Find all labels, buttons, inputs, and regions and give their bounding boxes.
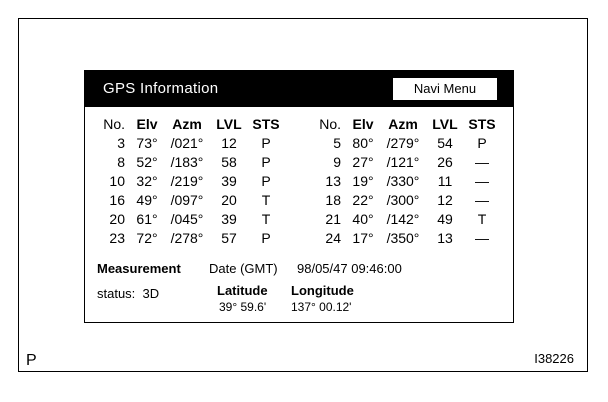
cell-sts: — xyxy=(475,230,489,246)
cell-no: 16 xyxy=(109,192,125,208)
status-label: status: xyxy=(97,286,136,301)
cell-sts: T xyxy=(261,192,271,208)
header-lvl: LVL xyxy=(432,116,458,132)
table-row xyxy=(307,172,499,191)
cell-lvl: 39 xyxy=(221,211,237,227)
cell-azm: /121° xyxy=(386,154,420,170)
screen-title: GPS Information xyxy=(103,80,219,97)
cell-sts: T xyxy=(477,211,487,227)
cell-lvl: 13 xyxy=(437,230,453,246)
cell-lvl: 49 xyxy=(437,211,453,227)
cell-azm: /330° xyxy=(386,173,420,189)
header-azm: Azm xyxy=(172,116,202,132)
gps-information-screen xyxy=(84,70,514,323)
cell-lvl: 20 xyxy=(221,192,237,208)
header-elv: Elv xyxy=(352,116,374,132)
title-bar xyxy=(85,71,513,107)
cell-lvl: 54 xyxy=(437,135,453,151)
header-lvl: LVL xyxy=(216,116,242,132)
cell-elv: 22° xyxy=(352,192,374,208)
cell-azm: /300° xyxy=(386,192,420,208)
cell-azm: /142° xyxy=(386,211,420,227)
cell-lvl: 26 xyxy=(437,154,453,170)
cell-elv: 72° xyxy=(136,230,158,246)
longitude-value: 137° 00.12' xyxy=(291,300,352,314)
latitude-label: Latitude xyxy=(217,283,268,298)
cell-no: 21 xyxy=(325,211,341,227)
cell-sts: — xyxy=(475,173,489,189)
table-row xyxy=(91,191,283,210)
status-line xyxy=(97,286,159,301)
cell-elv: 52° xyxy=(136,154,158,170)
cell-no: 9 xyxy=(333,154,341,170)
cell-azm: /219° xyxy=(170,173,204,189)
satellite-table-right xyxy=(307,115,499,248)
table-row xyxy=(91,210,283,229)
cell-lvl: 58 xyxy=(221,154,237,170)
table-row xyxy=(307,191,499,210)
table-header-row xyxy=(307,115,499,134)
cell-lvl: 39 xyxy=(221,173,237,189)
cell-sts: — xyxy=(475,192,489,208)
cell-azm: /097° xyxy=(170,192,204,208)
cell-sts: P xyxy=(477,135,487,151)
cell-lvl: 12 xyxy=(437,192,453,208)
cell-elv: 80° xyxy=(352,135,374,151)
table-row xyxy=(91,153,283,172)
longitude-label: Longitude xyxy=(291,283,354,298)
cell-elv: 27° xyxy=(352,154,374,170)
header-no: No. xyxy=(319,116,341,132)
table-row xyxy=(91,172,283,191)
cell-lvl: 57 xyxy=(221,230,237,246)
cell-lvl: 11 xyxy=(437,173,453,189)
satellite-rows-right xyxy=(307,134,499,248)
table-header-row xyxy=(91,115,283,134)
cell-azm: /021° xyxy=(170,135,204,151)
measurement-label: Measurement xyxy=(97,261,181,276)
header-no: No. xyxy=(103,116,125,132)
cell-no: 18 xyxy=(325,192,341,208)
table-row xyxy=(91,229,283,248)
header-azm: Azm xyxy=(388,116,418,132)
cell-azm: /278° xyxy=(170,230,204,246)
cell-no: 5 xyxy=(333,135,341,151)
cell-sts: P xyxy=(261,230,271,246)
cell-no: 8 xyxy=(117,154,125,170)
cell-elv: 40° xyxy=(352,211,374,227)
cell-elv: 17° xyxy=(352,230,374,246)
header-sts: STS xyxy=(468,116,496,132)
corner-letter: P xyxy=(26,352,37,369)
cell-sts: P xyxy=(261,135,271,151)
status-value: 3D xyxy=(142,286,160,301)
cell-azm: /279° xyxy=(386,135,420,151)
cell-elv: 61° xyxy=(136,211,158,227)
navi-menu-button[interactable]: Navi Menu xyxy=(393,78,497,100)
cell-no: 24 xyxy=(325,230,341,246)
satellite-rows-left xyxy=(91,134,283,248)
cell-azm: /350° xyxy=(386,230,420,246)
cell-elv: 49° xyxy=(136,192,158,208)
header-elv: Elv xyxy=(136,116,158,132)
cell-no: 3 xyxy=(117,135,125,151)
cell-no: 20 xyxy=(109,211,125,227)
table-row xyxy=(91,134,283,153)
cell-sts: P xyxy=(261,173,271,189)
cell-no: 13 xyxy=(325,173,341,189)
cell-no: 10 xyxy=(109,173,125,189)
cell-sts: T xyxy=(261,211,271,227)
cell-azm: /183° xyxy=(170,154,204,170)
date-time-value: 98/05/47 09:46:00 xyxy=(297,261,402,276)
table-row xyxy=(307,153,499,172)
cell-azm: /045° xyxy=(170,211,204,227)
table-row xyxy=(307,134,499,153)
cell-no: 23 xyxy=(109,230,125,246)
cell-lvl: 12 xyxy=(221,135,237,151)
table-row xyxy=(307,210,499,229)
figure-id: I38226 xyxy=(534,351,574,366)
date-label: Date (GMT) xyxy=(209,261,278,276)
cell-elv: 32° xyxy=(136,173,158,189)
cell-elv: 73° xyxy=(136,135,158,151)
header-sts: STS xyxy=(252,116,280,132)
latitude-value: 39° 59.6' xyxy=(219,300,267,314)
cell-sts: — xyxy=(475,154,489,170)
cell-sts: P xyxy=(261,154,271,170)
table-row xyxy=(307,229,499,248)
satellite-table-left xyxy=(91,115,283,248)
cell-elv: 19° xyxy=(352,173,374,189)
